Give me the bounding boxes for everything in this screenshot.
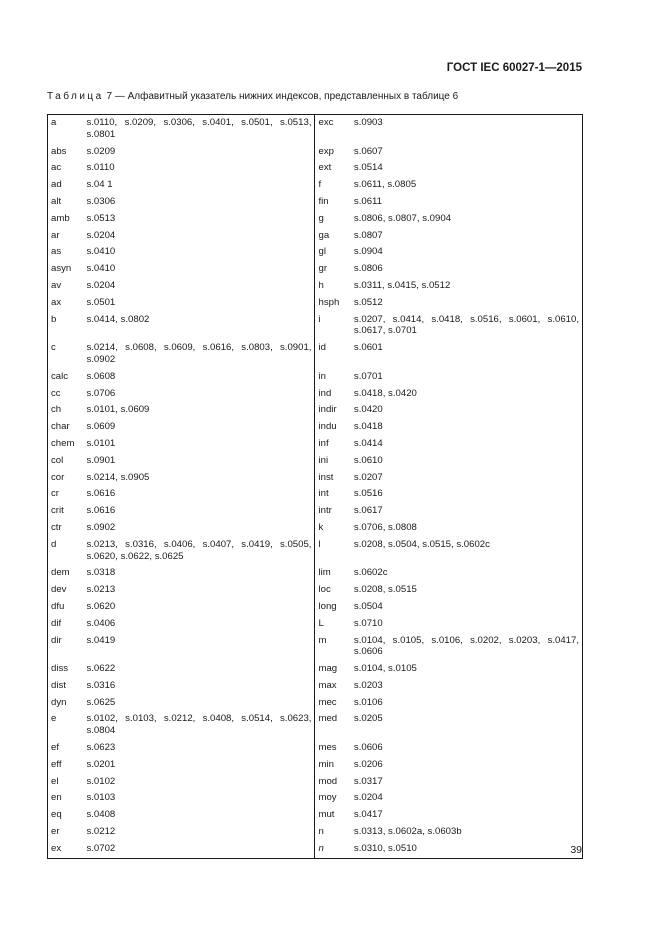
index-key: moy [318,792,337,804]
index-key: dem [51,567,70,579]
table-row [48,503,583,520]
table-row [48,419,583,436]
index-key: char [51,421,70,433]
index-reference: s.0106 [353,696,383,708]
index-reference: s.0706, s.0808 [353,521,417,533]
index-key: med [318,713,338,725]
table-row [48,244,583,261]
table-row [48,520,583,537]
caption-text: — Алфавитный указатель нижних индексов, представленных в таблице 6 [114,91,459,102]
index-key: n [318,826,324,838]
index-key: hsph [318,296,340,308]
index-reference: s.0616 [83,486,315,503]
index-reference: s.0104, s.0105, s.0106, s.0202, s.0203, s.0417, s.0606 [353,634,579,658]
index-key: fin [318,195,329,207]
index-key: crit [51,505,64,517]
index-reference: s.0207 [353,471,383,483]
index-reference: s.0310, s.0510 [353,842,417,854]
table-row [48,177,583,194]
index-key: ex [51,842,62,854]
table-row [48,695,583,712]
index-key: indu [318,421,337,433]
index-key: int [318,488,329,500]
index-key: mut [318,809,335,821]
index-reference: s.0623 [83,740,315,757]
index-reference: s.0608 [83,369,315,386]
index-key: chem [51,437,75,449]
index-key: k [318,521,324,533]
index-reference: s.0617 [353,505,383,517]
index-key: l [318,538,321,550]
index-key: max [318,679,337,691]
index-key: g [318,212,324,224]
index-reference: s.0504 [353,600,383,612]
index-key: ini [318,454,329,466]
page-number: 39 [570,844,582,856]
index-reference: s.0213, s.0316, s.0406, s.0407, s.0419, s.0505, s.0620, s.0622, s.0625 [83,537,315,566]
index-key: cor [51,471,65,483]
index-reference: s.0607 [353,145,383,157]
index-reference: s.0209 [83,144,315,161]
table-row [48,599,583,616]
index-key: in [318,370,326,382]
table-row [48,757,583,774]
index-reference: s.0622 [83,661,315,678]
index-key: dfu [51,600,65,612]
index-key: c [51,342,56,354]
index-key: ga [318,229,330,241]
index-key: exp [318,145,334,157]
table-row [48,160,583,177]
table-row [48,841,583,858]
index-reference: s.0306 [83,194,315,211]
index-key: a [51,117,57,128]
index-reference: s.0418 [353,421,383,433]
table-row [48,824,583,841]
index-reference: s.0110 [83,160,315,177]
index-reference: s.0214, s.0608, s.0609, s.0616, s.0803, s.0901, s.0902 [83,340,315,369]
index-reference: s.0101, s.0609 [83,402,315,419]
table-row [48,340,583,369]
table-row [48,711,583,740]
index-reference: s.0602c [353,567,388,579]
index-reference: s.0208, s.0515 [353,584,417,596]
index-reference: s.0903 [353,117,383,128]
index-reference: s.0419 [83,633,315,662]
index-key: indir [318,404,337,416]
index-key: dist [51,679,66,691]
index-key: eff [51,758,62,770]
index-key: asyn [51,263,72,275]
index-reference: s.0213 [83,582,315,599]
index-key: mec [318,696,337,708]
index-key: gr [318,263,328,275]
table-row [48,774,583,791]
index-key: ac [51,162,62,174]
index-reference: s.0418, s.0420 [353,387,417,399]
index-reference: s.0207, s.0414, s.0418, s.0516, s.0601, s.0610, s.0617, s.0701 [353,313,579,337]
index-reference: s.0208, s.0504, s.0515, s.0602c [353,538,490,550]
table-row [48,402,583,419]
table-caption [47,91,458,102]
index-reference: s.0901 [83,453,315,470]
index-reference: s.0313, s.0602a, s.0603b [353,826,462,838]
index-key: calc [51,370,69,382]
table-row [48,194,583,211]
index-key: id [318,342,326,354]
index-reference: s.0701 [353,370,383,382]
index-key: f [318,179,322,191]
table-row [48,278,583,295]
index-key: cc [51,387,61,399]
index-key: d [51,538,57,550]
index-reference: s.0516 [353,488,383,500]
index-reference: s.0311, s.0415, s.0512 [353,279,451,291]
index-reference: s.0103 [83,790,315,807]
table-row [48,115,583,144]
index-reference: s.0204 [83,228,315,245]
table-row [48,565,583,582]
table-row [48,228,583,245]
index-key: h [318,279,324,291]
index-reference: s.0214, s.0905 [83,470,315,487]
index-reference: s.0710 [353,617,383,629]
index-reference: s.0417 [353,809,383,821]
index-key: abs [51,145,67,157]
index-reference: s.0104, s.0105 [353,663,417,675]
index-reference: s.0204 [353,792,383,804]
index-key: dev [51,584,67,596]
table-row [48,261,583,278]
subscript-index-table [47,114,583,859]
table-row [48,661,583,678]
table-row [48,312,583,341]
index-key: ad [51,179,62,191]
table-row [48,211,583,228]
index-reference: s.0408 [83,807,315,824]
index-reference: s.0706 [83,386,315,403]
index-key: dif [51,617,62,629]
index-key: amb [51,212,70,224]
index-reference: s.0807 [353,229,383,241]
index-key: intr [318,505,332,517]
index-key: mes [318,742,337,754]
index-key: av [51,279,62,291]
index-key: ctr [51,521,62,533]
index-key: long [318,600,337,612]
index-reference: s.0205 [353,713,383,725]
index-reference: s.0501 [83,295,315,312]
index-reference: s.0410 [83,244,315,261]
index-reference: s.0204 [83,278,315,295]
index-reference: s.0514 [353,162,383,174]
index-reference: s.0806, s.0807, s.0904 [353,212,451,224]
index-reference: s.0110, s.0209, s.0306, s.0401, s.0501, s.0513, s.0801 [83,115,315,144]
index-key: diss [51,663,69,675]
caption-label: Таблица [47,91,104,102]
index-reference: s.0513 [83,211,315,228]
index-key: inf [318,437,329,449]
index-reference: s.04 1 [83,177,315,194]
index-reference: s.0414, s.0802 [83,312,315,341]
index-key: mag [318,663,338,675]
table-row [48,386,583,403]
table-row [48,369,583,386]
index-key: el [51,775,59,787]
table-row [48,633,583,662]
table-row [48,790,583,807]
index-reference: s.0611, s.0805 [353,179,417,191]
index-reference: s.0611 [353,195,383,207]
index-key: exc [318,117,334,128]
index-reference: s.0206 [353,758,383,770]
table-row [48,453,583,470]
index-key: L [318,617,324,629]
index-reference: s.0620 [83,599,315,616]
index-reference: s.0410 [83,261,315,278]
index-reference: s.0102, s.0103, s.0212, s.0408, s.0514, s.0623, s.0804 [83,711,315,740]
index-key: gl [318,246,326,258]
index-reference: s.0806 [353,263,383,275]
table-row [48,807,583,824]
index-reference: s.0902 [83,520,315,537]
index-reference: s.0316 [83,678,315,695]
table-row [48,470,583,487]
index-reference: s.0625 [83,695,315,712]
table-row [48,295,583,312]
table-row [48,144,583,161]
index-key: ext [318,162,332,174]
index-reference: s.0904 [353,246,383,258]
index-reference: s.0101 [83,436,315,453]
index-reference: s.0420 [353,404,383,416]
index-reference: s.0610 [353,454,383,466]
table-row [48,436,583,453]
table-row [48,537,583,566]
index-key: loc [318,584,331,596]
index-reference: s.0317 [353,775,383,787]
index-reference: s.0702 [83,841,315,858]
index-key: lim [318,567,331,579]
index-reference: s.0606 [353,742,383,754]
index-key: min [318,758,334,770]
index-key: inst [318,471,334,483]
table-row [48,678,583,695]
index-key: ax [51,296,62,308]
index-key: mod [318,775,338,787]
index-key: i [318,313,321,325]
index-key: ar [51,229,60,241]
index-key: ef [51,742,60,754]
document-code: ГОСТ IEC 60027-1—2015 [446,62,582,74]
index-reference: s.0609 [83,419,315,436]
index-key: dyn [51,696,67,708]
table-row [48,486,583,503]
index-key: ind [318,387,332,399]
index-reference: s.0203 [353,679,383,691]
index-key: n [318,842,324,854]
index-reference: s.0616 [83,503,315,520]
index-key: cr [51,488,59,500]
table-row [48,616,583,633]
index-key: col [51,454,64,466]
index-reference: s.0318 [83,565,315,582]
index-key: as [51,246,62,258]
index-key: b [51,313,57,325]
index-key: ch [51,404,62,416]
index-reference: s.0414 [353,437,383,449]
index-key: er [51,826,60,838]
table-row [48,740,583,757]
index-key: en [51,792,62,804]
index-reference: s.0406 [83,616,315,633]
index-reference: s.0102 [83,774,315,791]
index-key: m [318,634,327,646]
index-key: e [51,713,57,725]
index-key: alt [51,195,62,207]
index-reference: s.0201 [83,757,315,774]
index-key: eq [51,809,62,821]
index-key: dir [51,634,62,646]
index-reference: s.0601 [353,342,383,354]
index-reference: s.0512 [353,296,383,308]
table-row [48,582,583,599]
caption-number: 7 [106,91,113,102]
index-reference: s.0212 [83,824,315,841]
